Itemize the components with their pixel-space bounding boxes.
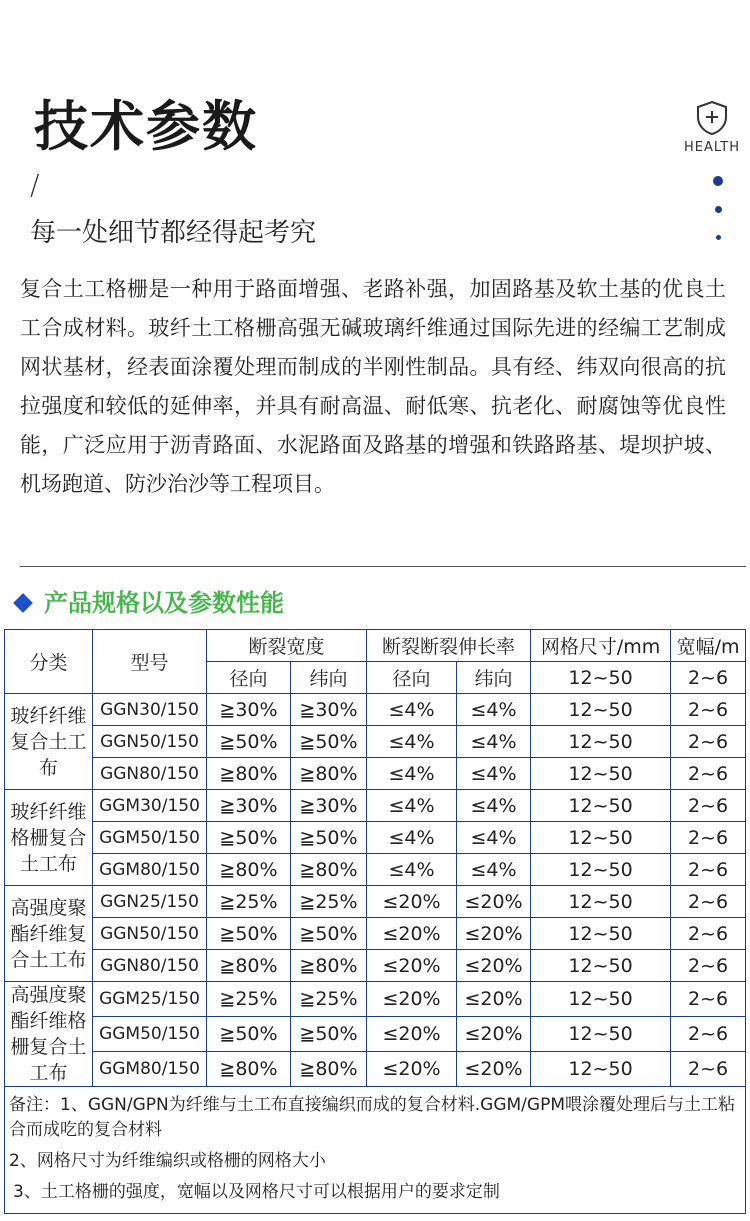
header-strength-warp: 径向 <box>207 662 291 694</box>
cell-e-weft: ≤20% <box>457 950 531 982</box>
cell-s-weft: ≧50% <box>291 918 367 950</box>
cell-s-weft: ≧80% <box>291 1052 367 1087</box>
note-3: 3、土工格栅的强度，宽幅以及网格尺寸可以根据用户的要求定制 <box>13 1182 500 1202</box>
subheader-mesh: 12~50 <box>531 662 671 694</box>
page-subtitle: 每一处细节都经得起考究 <box>30 218 317 248</box>
dot-large <box>713 176 723 186</box>
model-cell: GGM80/150 <box>93 1052 207 1087</box>
model-cell: GGN50/150 <box>93 918 207 950</box>
dot-small <box>716 235 721 240</box>
cell-e-weft: ≤4% <box>457 726 531 758</box>
model-cell: GGM30/150 <box>93 790 207 822</box>
header-strength: 断裂宽度 <box>207 630 367 662</box>
header-elongation-warp: 径向 <box>367 662 457 694</box>
header-width: 宽幅/m <box>671 630 746 662</box>
health-badge <box>682 100 742 155</box>
note-1: 备注：1、GGN/GPN为纤维与土工布直接编织而成的复合材料.GGM/GPM喂涂覆处理后与土工粘合而成吃的复合材料 <box>9 1095 735 1140</box>
category-cell: 玻纤纤维复合土工布 <box>5 694 93 790</box>
cell-width: 2~6 <box>671 1017 746 1052</box>
cell-width: 2~6 <box>671 822 746 854</box>
cell-e-weft: ≤20% <box>457 918 531 950</box>
cell-e-warp: ≤20% <box>367 886 457 918</box>
cell-e-weft: ≤4% <box>457 758 531 790</box>
cell-mesh: 12~50 <box>531 790 671 822</box>
category-cell: 玻纤纤维格栅复合土工布 <box>5 790 93 886</box>
page-title: 技术参数 <box>34 95 258 158</box>
cell-e-warp: ≤4% <box>367 790 457 822</box>
category-cell: 高强度聚酯纤维格栅复合土工布 <box>5 982 93 1087</box>
model-cell: GGN25/150 <box>93 886 207 918</box>
cell-e-weft: ≤20% <box>457 886 531 918</box>
cell-s-weft: ≧80% <box>291 950 367 982</box>
cell-s-weft: ≧80% <box>291 758 367 790</box>
cell-s-weft: ≧50% <box>291 1017 367 1052</box>
model-cell: GGN80/150 <box>93 758 207 790</box>
header-model: 型号 <box>93 630 207 694</box>
model-cell: GGN80/150 <box>93 950 207 982</box>
table-row <box>5 1052 746 1087</box>
table-row <box>5 950 746 982</box>
table-notes <box>5 1087 746 1214</box>
cell-e-weft: ≤4% <box>457 854 531 886</box>
cell-s-warp: ≧30% <box>207 694 291 726</box>
cell-s-warp: ≧25% <box>207 886 291 918</box>
cell-e-weft: ≤4% <box>457 822 531 854</box>
cell-s-warp: ≧80% <box>207 854 291 886</box>
cell-e-warp: ≤4% <box>367 822 457 854</box>
cell-s-weft: ≧25% <box>291 982 367 1017</box>
cell-s-weft: ≧80% <box>291 854 367 886</box>
cell-s-warp: ≧50% <box>207 726 291 758</box>
table-header-row <box>5 630 746 662</box>
cell-width: 2~6 <box>671 950 746 982</box>
title-slash: / <box>30 168 40 201</box>
diamond-icon <box>13 593 33 613</box>
cell-e-weft: ≤4% <box>457 790 531 822</box>
cell-mesh: 12~50 <box>531 982 671 1017</box>
header-strength-weft: 纬向 <box>291 662 367 694</box>
cell-e-warp: ≤4% <box>367 694 457 726</box>
cell-e-warp: ≤4% <box>367 854 457 886</box>
cell-e-warp: ≤4% <box>367 758 457 790</box>
cell-s-weft: ≧25% <box>291 886 367 918</box>
cell-e-warp: ≤4% <box>367 726 457 758</box>
cell-e-weft: ≤20% <box>457 982 531 1017</box>
cell-s-weft: ≧50% <box>291 822 367 854</box>
cell-width: 2~6 <box>671 790 746 822</box>
table-row <box>5 822 746 854</box>
cell-s-warp: ≧50% <box>207 822 291 854</box>
cell-mesh: 12~50 <box>531 854 671 886</box>
cell-width: 2~6 <box>671 758 746 790</box>
table-row <box>5 758 746 790</box>
cell-mesh: 12~50 <box>531 726 671 758</box>
cell-s-warp: ≧80% <box>207 758 291 790</box>
cell-s-weft: ≧30% <box>291 790 367 822</box>
intro-paragraph: 复合土工格栅是一种用于路面增强、老路补强，加固路基及软土基的优良土工合成材料。玻纤土工格栅高强无碱玻璃纤维通过国际先进的经编工艺制成网状基材，经表面涂覆处理而制成的半刚性制品。具有经、纬双向很高的抗拉强度和较低的延伸率，并具有耐高温、耐低寒、抗老化、耐腐蚀等优良性能，广泛应用于沥青路面、水泥路面及路基的增强和铁路路基、堤坝护坡、机场跑道、防沙治沙等工程项目。 <box>20 277 726 496</box>
cell-mesh: 12~50 <box>531 694 671 726</box>
section-heading <box>10 585 284 621</box>
cell-s-weft: ≧50% <box>291 726 367 758</box>
cell-e-warp: ≤20% <box>367 982 457 1017</box>
section-title: 产品规格以及参数性能 <box>44 589 284 617</box>
model-cell: GGM25/150 <box>93 982 207 1017</box>
dot-medium <box>715 206 722 213</box>
cell-width: 2~6 <box>671 726 746 758</box>
subheader-width: 2~6 <box>671 662 746 694</box>
cell-s-warp: ≧50% <box>207 1017 291 1052</box>
cell-e-warp: ≤20% <box>367 1017 457 1052</box>
category-cell: 高强度聚酯纤维复合土工布 <box>5 886 93 982</box>
cell-e-warp: ≤20% <box>367 950 457 982</box>
cell-mesh: 12~50 <box>531 950 671 982</box>
cell-mesh: 12~50 <box>531 758 671 790</box>
model-cell: GGM50/150 <box>93 822 207 854</box>
table-row <box>5 790 746 822</box>
table-row <box>5 918 746 950</box>
health-label: HEALTH <box>683 140 741 155</box>
cell-e-warp: ≤20% <box>367 1052 457 1087</box>
model-cell: GGN50/150 <box>93 726 207 758</box>
cell-width: 2~6 <box>671 1052 746 1087</box>
header-elongation: 断裂断裂伸长率 <box>367 630 531 662</box>
cell-mesh: 12~50 <box>531 1052 671 1087</box>
cell-width: 2~6 <box>671 918 746 950</box>
cell-e-weft: ≤20% <box>457 1017 531 1052</box>
cell-mesh: 12~50 <box>531 886 671 918</box>
cell-width: 2~6 <box>671 886 746 918</box>
table-row <box>5 982 746 1017</box>
notes-row <box>5 1087 746 1214</box>
spec-table <box>4 629 746 1214</box>
cell-e-weft: ≤4% <box>457 694 531 726</box>
cell-e-warp: ≤20% <box>367 918 457 950</box>
cell-width: 2~6 <box>671 982 746 1017</box>
section-divider <box>20 566 746 567</box>
table-row <box>5 886 746 918</box>
cell-mesh: 12~50 <box>531 1017 671 1052</box>
cell-s-warp: ≧25% <box>207 982 291 1017</box>
table-row <box>5 1017 746 1052</box>
cell-s-warp: ≧50% <box>207 918 291 950</box>
cell-s-warp: ≧80% <box>207 1052 291 1087</box>
cell-width: 2~6 <box>671 854 746 886</box>
model-cell: GGN30/150 <box>93 694 207 726</box>
header-elongation-weft: 纬向 <box>457 662 531 694</box>
cell-mesh: 12~50 <box>531 918 671 950</box>
cell-mesh: 12~50 <box>531 822 671 854</box>
page-dots <box>711 176 725 240</box>
shield-plus-icon <box>695 100 729 136</box>
note-2: 2、网格尺寸为纤维编织或格栅的网格大小 <box>9 1151 326 1171</box>
table-row <box>5 726 746 758</box>
model-cell: GGM80/150 <box>93 854 207 886</box>
model-cell: GGM50/150 <box>93 1017 207 1052</box>
table-row <box>5 854 746 886</box>
cell-e-weft: ≤20% <box>457 1052 531 1087</box>
cell-s-warp: ≧30% <box>207 790 291 822</box>
header-mesh: 网格尺寸/mm <box>531 630 671 662</box>
cell-s-weft: ≧30% <box>291 694 367 726</box>
header-category: 分类 <box>5 630 93 694</box>
cell-width: 2~6 <box>671 694 746 726</box>
cell-s-warp: ≧80% <box>207 950 291 982</box>
table-row <box>5 694 746 726</box>
